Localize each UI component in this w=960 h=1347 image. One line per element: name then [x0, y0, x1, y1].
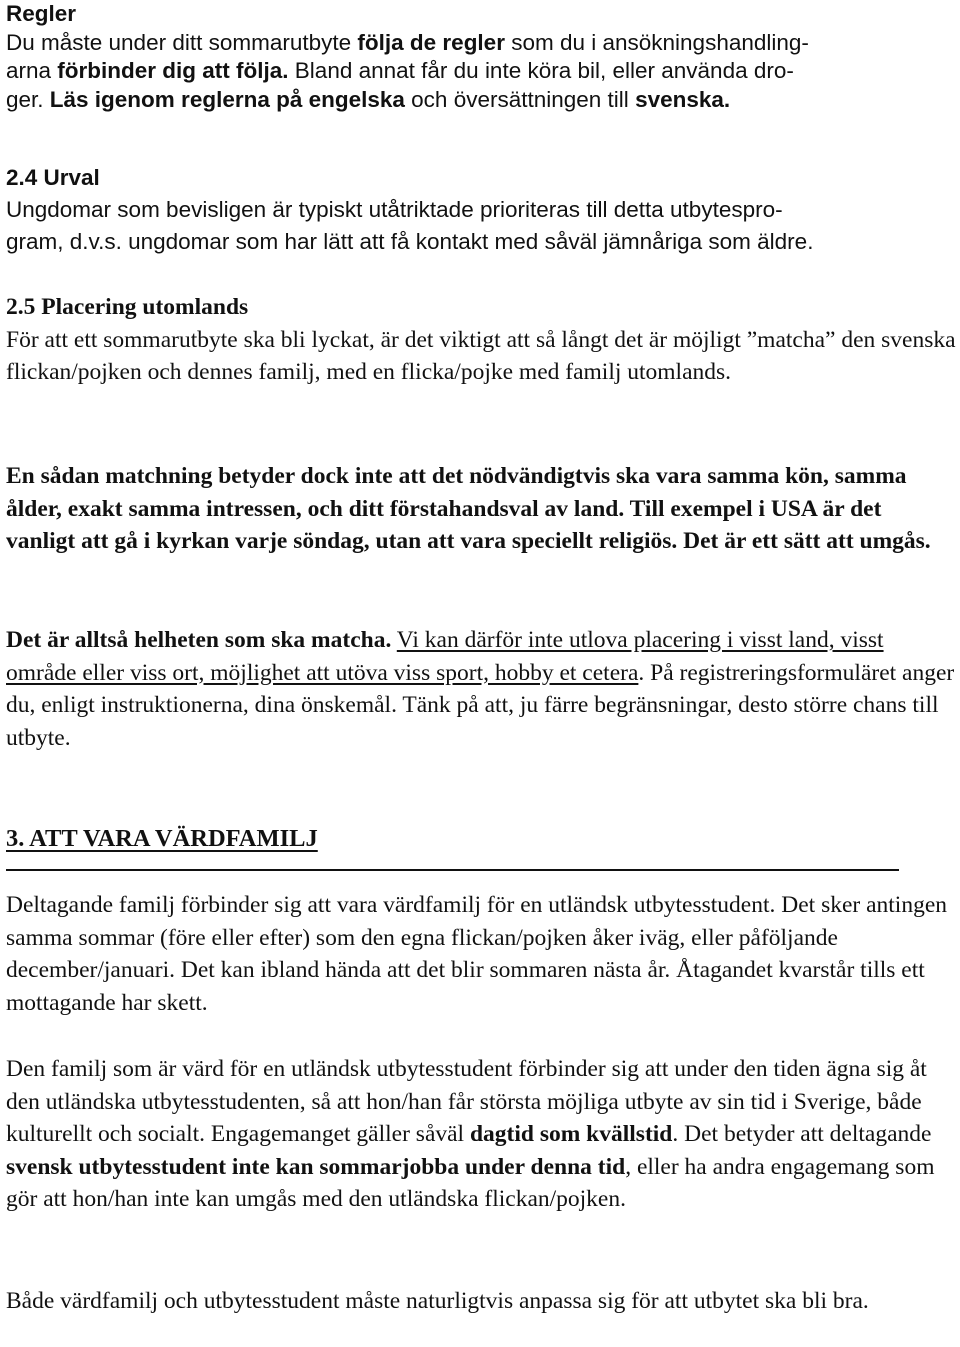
regler-bold: följa de regler	[357, 29, 505, 55]
vardfamilj-text: , eller ha andra engagemang som gör att hon/han inte kan umgås med den utländska flickan/pojken.	[6, 1153, 935, 1212]
section-divider	[6, 869, 899, 871]
placering-section	[6, 291, 956, 389]
matchning-paragraph: En sådan matchning betyder dock inte att det nödvändigtvis ska vara samma kön, samma ålder, exakt samma intressen, och ditt förstahandsval av land. Till exempel i USA är det vanligt att gå i kyrkan varje söndag, utan att vara speciellt religiös. Det är ett sätt att umgås.	[6, 463, 931, 554]
regler-section	[6, 0, 956, 114]
vardfamilj-text: Den familj som är värd för en utländsk utbytesstudent förbinder sig att under den tiden ägna sig åt den utländska utbytesstudenten, så att hon/han får största möjliga utbyte av sin tid i Sverige, både kulturellt och socialt. Engagemanget gäller såväl	[6, 1056, 927, 1147]
regler-text: arna	[6, 58, 58, 83]
regler-text: som du i ansökningshandling-	[504, 29, 809, 55]
helhet-bold: Det är alltså helheten som ska matcha.	[6, 627, 392, 653]
helhet-rest: . På registreringsformuläret anger du, enligt instruktionerna, dina önskemål. Tänk på att, ju färre begränsningar, desto större chans till utbyte.	[6, 659, 955, 751]
vardfamilj-bold: dagtid som kvällstid	[469, 1121, 673, 1147]
regler-line-3	[6, 86, 956, 115]
placering-body: För att ett sommarutbyte ska bli lyckat, är det viktigt att så långt det är möjligt ”matcha” den svenska flickan/pojken och dennes familj, med en flicka/pojke med familj utomlands.	[6, 326, 956, 385]
regler-text: och översättningen till	[404, 86, 636, 112]
regler-text: ger.	[6, 86, 50, 112]
urval-body-line-2: gram, d.v.s. ungdomar som har lätt att få kontakt med såväl jämnåriga som äldre.	[6, 229, 814, 254]
helhet-underlined: Vi kan därför inte utlova placering i visst land, visst område eller viss ort, möjlighet att utöva viss sport, hobby et cetera	[6, 627, 884, 686]
regler-bold: Läs igenom reglerna på engelska	[49, 86, 405, 112]
vardfamilj-paragraph-3: Både värdfamilj och utbytesstudent måste naturligtvis anpassa sig för att utbytet ska bli bra.	[6, 1288, 869, 1314]
vardfamilj-text: . Det betyder att deltagande	[672, 1121, 932, 1147]
helhet-paragraph	[6, 624, 956, 754]
regler-line-1	[6, 29, 956, 58]
regler-text: Bland annat får du inte köra bil, eller använda dro-	[288, 58, 794, 83]
regler-bold: förbinder dig att följa.	[57, 58, 289, 83]
vardfamilj-paragraph-2	[6, 1053, 956, 1216]
vardfamilj-bold: svensk utbytesstudent inte kan sommarjobba under denna tid	[6, 1153, 626, 1180]
vardfamilj-heading: 3. ATT VARA VÄRDFAMILJ	[6, 825, 318, 852]
urval-section	[6, 162, 956, 258]
regler-heading: Regler	[6, 1, 77, 26]
vardfamilj-paragraph-1: Deltagande familj förbinder sig att vara värdfamilj för en utländsk utbytesstudent. Det sker antingen samma sommar (före eller efter) som den egna flickan/pojken åker iväg, eller påföljande december/januari. Det kan ibland hända att det blir sommaren nästa år. Åtagandet kvarstår tills ett mottagande har skett.	[6, 892, 948, 1016]
urval-body-line-1: Ungdomar som bevisligen är typiskt utåtriktade prioriteras till detta utbytespro-	[6, 197, 783, 222]
placering-heading: 2.5 Placering utomlands	[6, 294, 249, 320]
regler-line-2	[6, 57, 956, 86]
regler-bold: svenska.	[635, 86, 731, 112]
urval-heading: 2.4 Urval	[6, 165, 100, 190]
regler-text: Du måste under ditt sommarutbyte	[6, 29, 358, 55]
